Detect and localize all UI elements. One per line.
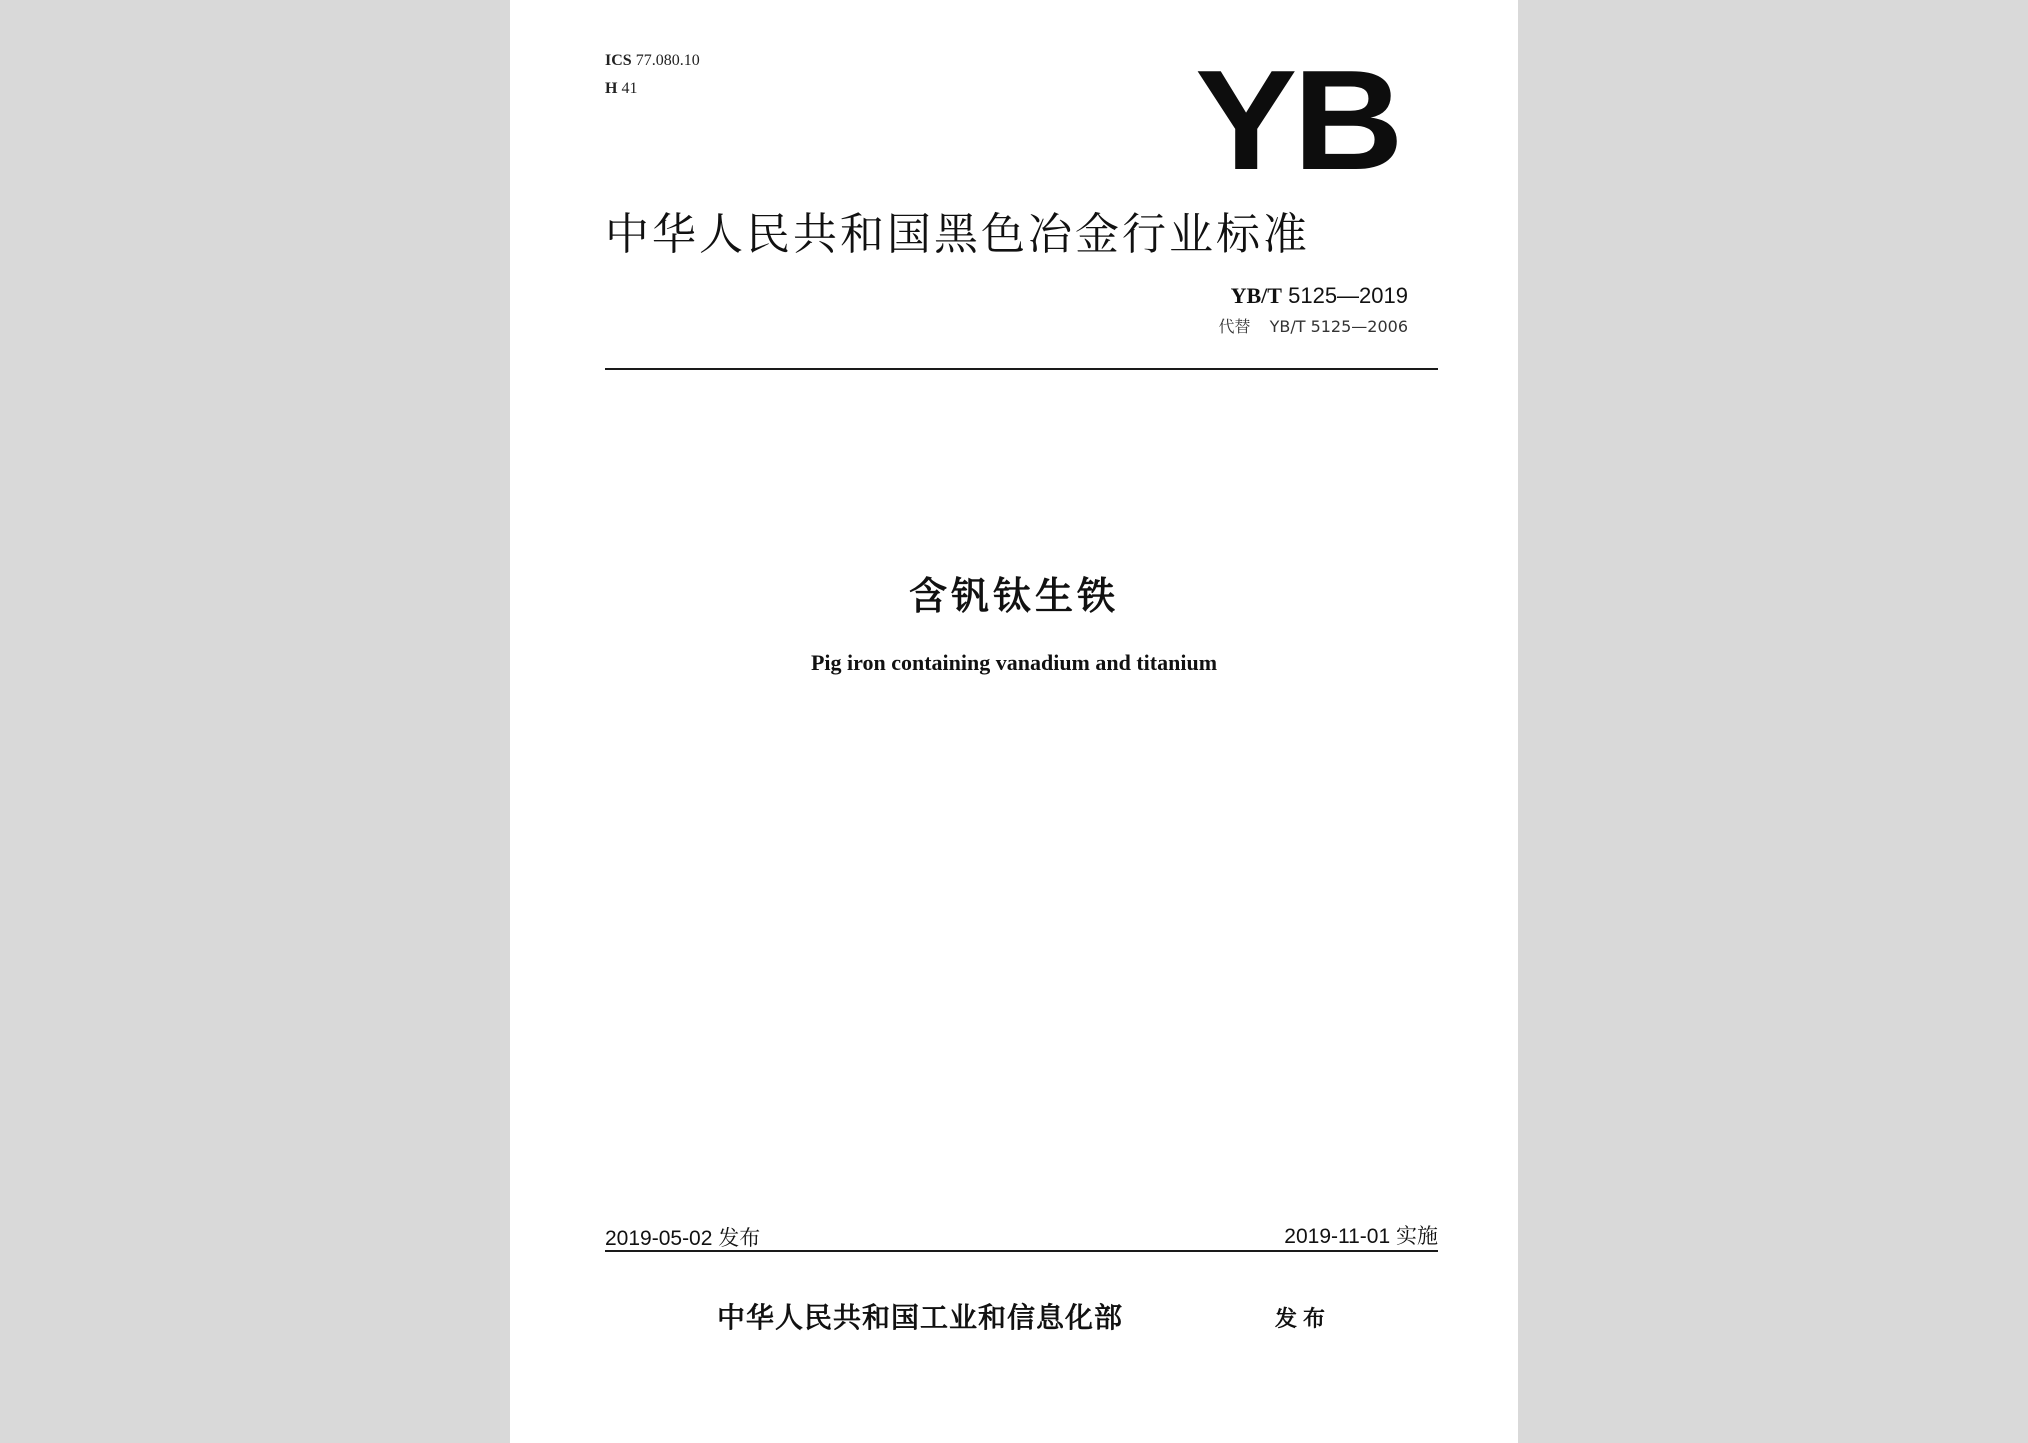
- industry-standard-title: 中华人民共和国黑色冶金行业标准: [605, 209, 1310, 260]
- document-page: [510, 0, 1518, 1443]
- issue-date: 2019-05-02 发布: [605, 1227, 761, 1250]
- replaces-label: 代替: [1218, 317, 1251, 336]
- ics-code: 77.080.10: [635, 52, 700, 69]
- publisher-name: 中华人民共和国工业和信息化部: [717, 1301, 1124, 1334]
- publish-label: 发布: [1275, 1307, 1332, 1332]
- header-divider: [605, 368, 1438, 370]
- footer-divider: [605, 1250, 1438, 1252]
- ccs-label: H: [605, 80, 618, 97]
- standard-number-value: 5125—2019: [1288, 283, 1408, 308]
- replaces-line: [1218, 314, 1408, 337]
- ccs-code: 41: [621, 80, 638, 97]
- ccs-classification: [605, 80, 637, 98]
- standard-number-prefix: YB/T: [1230, 283, 1282, 308]
- english-title: Pig iron containing vanadium and titanium: [810, 650, 1218, 675]
- implementation-date: 2019-11-01 实施: [1284, 1225, 1438, 1248]
- yb-logo: YB: [1195, 41, 1400, 200]
- ics-label: ICS: [605, 52, 632, 69]
- chinese-title: 含钒钛生铁: [908, 574, 1119, 618]
- standard-number: [1231, 283, 1408, 309]
- replaces-number: YB/T 5125—2006: [1269, 317, 1408, 336]
- ics-classification: [605, 52, 700, 70]
